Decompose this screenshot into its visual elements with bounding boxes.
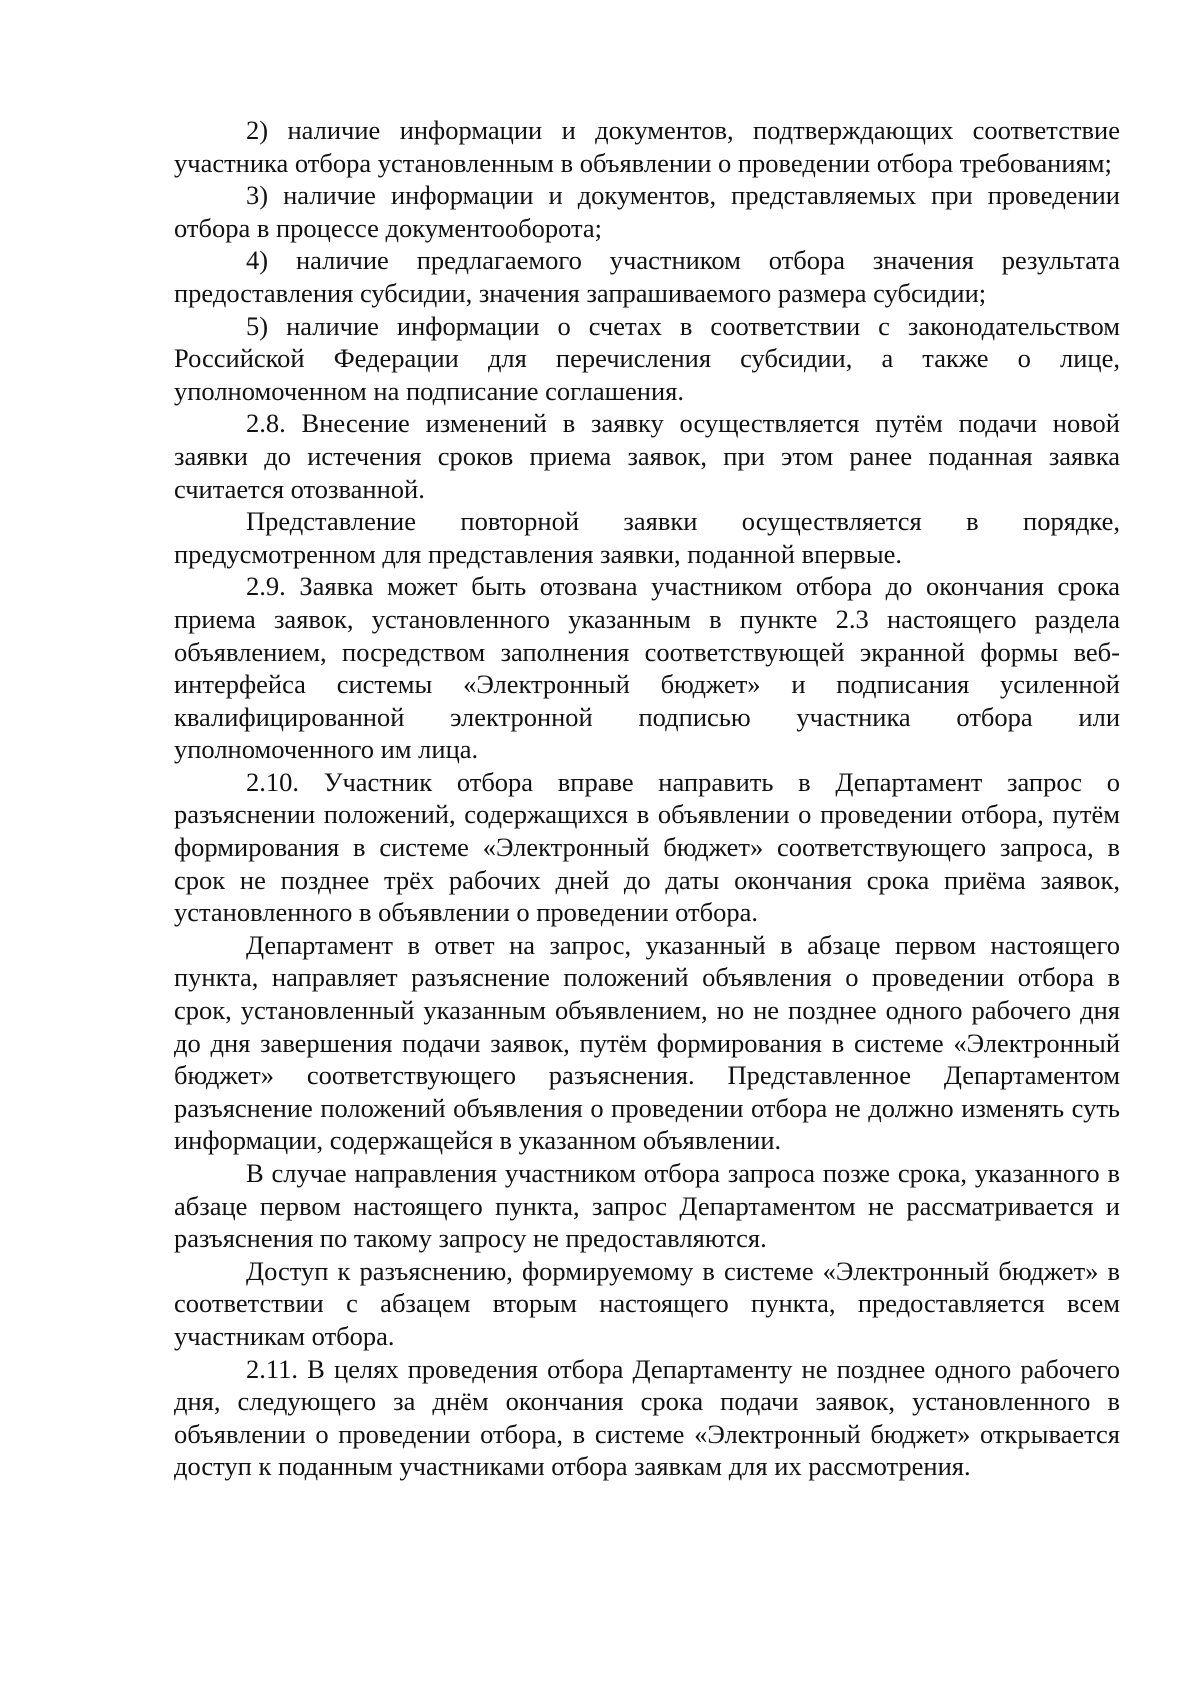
paragraph-2-10-department-reply: Департамент в ответ на запрос, указанный в абзаце первом настоящего пункта, направляет разъяснение положений объявления о проведении отбора в срок, установленный указанным объявлением, но не позднее одного рабочего дня до дня завершения подачи заявок, путём формирования в системе «Электронный бюджет» соответствующего разъяснения. Представленное Департаментом разъяснение положений объявления о проведении отбора не должно изменять суть информации, содержащейся в указанном объявлении.: [174, 929, 1120, 1156]
paragraph-2-8: 2.8. Внесение изменений в заявку осуществляется путём подачи новой заявки до истечения сроков приема заявок, при этом ранее поданная заявка считается отозванной.: [174, 408, 1120, 504]
paragraph-2-10-access: Доступ к разъяснению, формируемому в системе «Электронный бюджет» в соответствии с абзацем вторым настоящего пункта, предоставляется всем участникам отбора.: [174, 1255, 1120, 1351]
document-body: [174, 114, 1120, 1483]
paragraph-2-8-resubmission: Представление повторной заявки осуществляется в порядке, предусмотренном для представления заявки, поданной впервые.: [174, 506, 1120, 569]
paragraph-item-5: 5) наличие информации о счетах в соответствии с законодательством Российской Федерации для перечисления субсидии, а также о лице, уполномоченном на подписание соглашения.: [174, 310, 1120, 406]
paragraph-2-10-late-request: В случае направления участником отбора запроса позже срока, указанного в абзаце первом настоящего пункта, запрос Департаментом не рассматривается и разъяснения по такому запросу не предоставляются.: [174, 1158, 1120, 1254]
paragraph-item-3: 3) наличие информации и документов, представляемых при проведении отбора в процессе документооборота;: [174, 180, 1120, 243]
paragraph-item-2: 2) наличие информации и документов, подтверждающих соответствие участника отбора установленным в объявлении о проведении отбора требованиям;: [174, 115, 1120, 178]
paragraph-2-10: 2.10. Участник отбора вправе направить в Департамент запрос о разъяснении положений, содержащихся в объявлении о проведении отбора, путём формирования в системе «Электронный бюджет» соответствующего запроса, в срок не позднее трёх рабочих дней до даты окончания срока приёма заявок, установленного в объявлении о проведении отбора.: [174, 766, 1120, 928]
paragraph-2-9: 2.9. Заявка может быть отозвана участником отбора до окончания срока приема заявок, установленного указанным в пункте 2.3 настоящего раздела объявлением, посредством заполнения соответствующей экранной формы веб-интерфейса системы «Электронный бюджет» и подписания усиленной квалифицированной электронной подписью участника отбора или уполномоченного им лица.: [174, 571, 1120, 765]
paragraph-item-4: 4) наличие предлагаемого участником отбора значения результата предоставления субсидии, значения запрашиваемого размера субсидии;: [174, 245, 1120, 308]
paragraph-2-11: 2.11. В целях проведения отбора Департаменту не позднее одного рабочего дня, следующего за днём окончания срока подачи заявок, установленного в объявлении о проведении отбора, в системе «Электронный бюджет» открывается доступ к поданным участниками отбора заявкам для их рассмотрения.: [174, 1353, 1120, 1482]
